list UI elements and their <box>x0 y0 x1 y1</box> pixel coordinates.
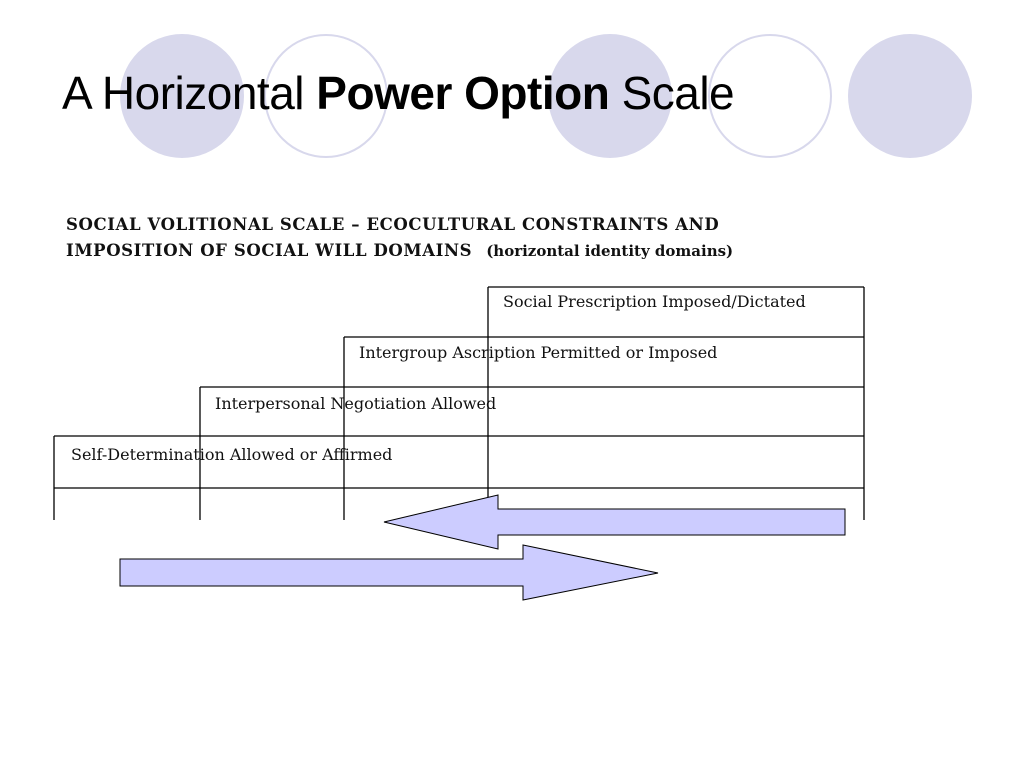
figure-heading-subtitle: (horizontal identity domains) <box>486 242 734 260</box>
level-label-interpersonal-negotiation: Interpersonal Negotiation Allowed <box>215 394 497 413</box>
figure-heading-line-1: SOCIAL VOLITIONAL SCALE – ECOCULTURAL CONSTRAINTS AND <box>66 215 720 234</box>
title-bold: Power Option <box>316 67 610 119</box>
level-label-self-determination: Self-Determination Allowed or Affirmed <box>71 445 393 464</box>
title-prefix: A Horizontal <box>62 67 317 119</box>
left-arrow <box>384 495 845 549</box>
level-label-social-prescription: Social Prescription Imposed/Dictated <box>503 292 806 311</box>
figure-heading-line-2: IMPOSITION OF SOCIAL WILL DOMAINS <box>66 241 473 260</box>
title-suffix: Scale <box>609 67 735 119</box>
right-arrow <box>120 545 658 600</box>
level-label-intergroup-ascription: Intergroup Ascription Permitted or Imposed <box>359 343 718 362</box>
